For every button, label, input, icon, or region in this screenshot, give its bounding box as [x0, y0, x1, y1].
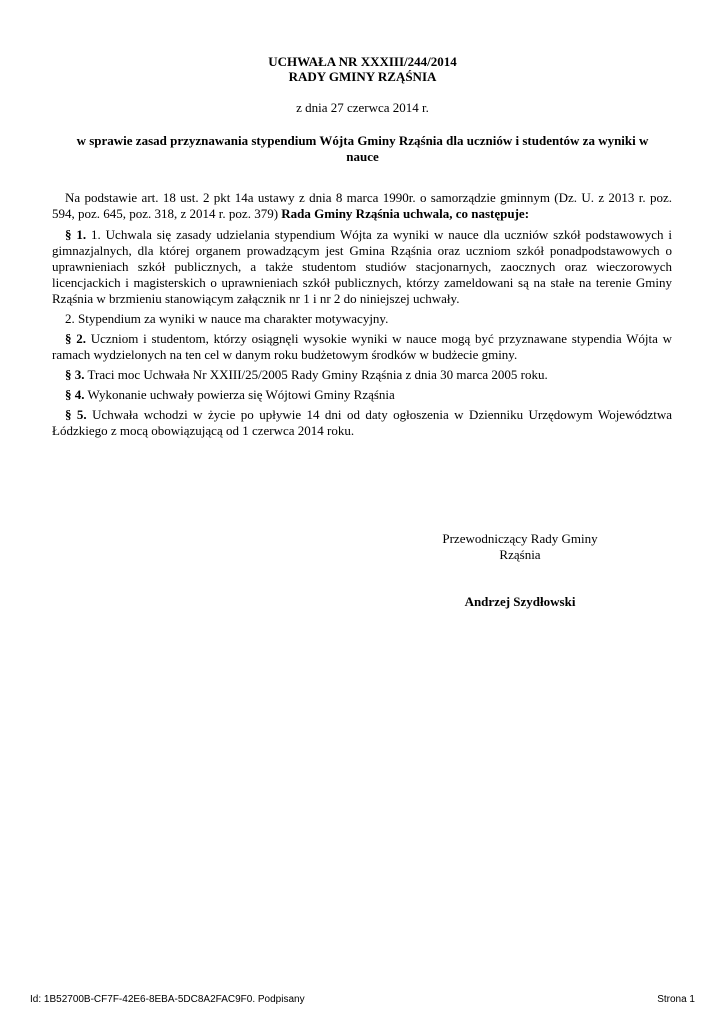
legal-basis-text: Na podstawie art. 18 ust. 2 pkt 14a ustawy z dnia 8 marca 1990r. o samorządzie gminnym (Dz. U. z 2013 r. poz. 594, poz. 645, poz. 318, z 2014 r. poz. 379) [52, 190, 672, 221]
signatory-municipality: Rząśnia [499, 547, 541, 562]
section-2 [52, 331, 672, 363]
section-2-label: § 2. [65, 331, 86, 346]
section-3-text: Traci moc Uchwała Nr XXIII/25/2005 Rady Gminy Rząśnia z dnia 30 marca 2005 roku. [84, 367, 548, 382]
signatory-role: Przewodniczący Rady Gminy [442, 531, 598, 546]
section-4-text: Wykonanie uchwały powierza się Wójtowi Gminy Rząśnia [84, 387, 395, 402]
section-1-point-2: 2. Stypendium za wyniki w nauce ma charakter motywacyjny. [65, 311, 389, 326]
section-4-label: § 4. [65, 387, 85, 402]
signatory-name: Andrzej Szydłowski [464, 594, 576, 609]
section-4 [52, 387, 672, 403]
section-1 [52, 227, 672, 307]
legal-basis-paragraph [52, 190, 672, 222]
resolution-subject: w sprawie zasad przyznawania stypendium Wójta Gminy Rząśnia dla uczniów i studentów za wyniki w nauce [76, 133, 649, 164]
section-1-label: § 1. [65, 227, 87, 242]
section-3-label: § 3. [65, 367, 85, 382]
resolution-title: UCHWAŁA NR XXXIII/244/2014 [268, 54, 457, 69]
section-1-text: 1. Uchwala się zasady udzielania stypendium Wójta za wyniki w nauce dla uczniów szkół podstawowych i gimnazjalnych, dla której organem prowadzącym jest Gmina Rząśnia oraz uczniom szkół ponadpodstawowych o uprawnieniach szkół publicznych, a także studentom studiów stacjonarnych, zaocznych oraz wieczorowych licencjackich i magisterskich o uprawnieniach szkół publicznych, którzy zameldowani są na stałe na terenie Gminy Rząśnia w brzmieniu stanowiącym załącznik nr 1 i nr 2 do niniejszej uchwały. [52, 227, 672, 306]
section-5-text: Uchwała wchodzi w życie po upływie 14 dni od daty ogłoszenia w Dzienniku Urzędowym Województwa Łódzkiego z mocą obowiązującą od 1 czerwca 2014 roku. [52, 407, 673, 438]
council-name: RADY GMINY RZĄŚNIA [288, 69, 437, 84]
section-5 [52, 407, 672, 439]
section-3 [52, 367, 672, 383]
document-id: Id: 1B52700B-CF7F-42E6-8EBA-5DC8A2FAC9F0. Podpisany [30, 994, 305, 1005]
page-number: Strona 1 [657, 994, 695, 1005]
section-5-label: § 5. [65, 407, 87, 422]
section-2-text: Uczniom i studentom, którzy osiągnęli wysokie wyniki w nauce mogą być przyznawane stypendia Wójta w ramach wydzielonych na ten cel w danym roku budżetowym środków w budżecie gminy. [52, 331, 673, 362]
resolution-date: z dnia 27 czerwca 2014 r. [296, 100, 429, 115]
resolution-body [52, 190, 672, 443]
enactment-clause: Rada Gminy Rząśnia uchwala, co następuje: [281, 206, 530, 221]
